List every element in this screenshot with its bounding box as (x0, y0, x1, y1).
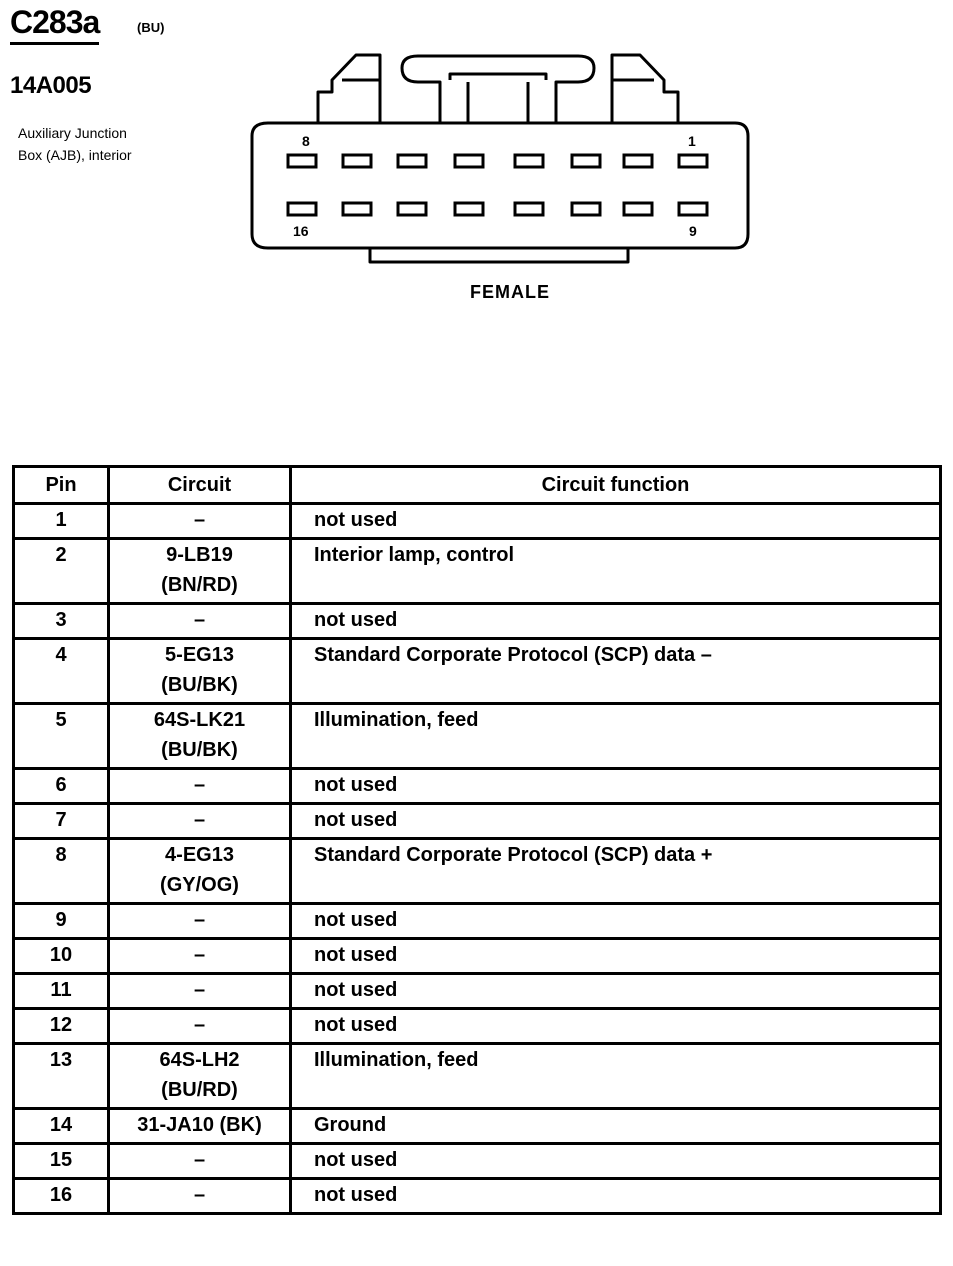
pin-number: 16 (14, 1179, 109, 1214)
circuit-wire-color: (BU/BK) (161, 674, 238, 696)
circuit-id: – (193, 1184, 206, 1206)
pin-number: 7 (14, 804, 109, 839)
pin-number: 5 (14, 704, 109, 769)
lock-tab (450, 74, 546, 80)
table-row (14, 804, 941, 839)
circuit-id: – (193, 1014, 206, 1036)
circuit-cell (109, 639, 291, 704)
circuit-id: 4-EG13 (165, 844, 234, 866)
circuit-cell (109, 769, 291, 804)
pin-number: 6 (14, 769, 109, 804)
pin-number: 1 (14, 504, 109, 539)
circuit-cell (109, 974, 291, 1009)
circuit-id: – (193, 944, 206, 966)
connector-id-title: C283a (10, 4, 99, 45)
connector-face-diagram (0, 0, 953, 320)
circuit-cell (109, 704, 291, 769)
circuit-cell (109, 1009, 291, 1044)
circuit-wire-color: (BU/RD) (161, 1079, 238, 1101)
table-header-row (14, 467, 941, 504)
pin-assignment-table (12, 465, 942, 1215)
circuit-function: not used (291, 1179, 941, 1214)
circuit-function: Illumination, feed (291, 704, 941, 769)
table-row (14, 604, 941, 639)
part-number: 14A005 (10, 72, 92, 99)
table-row (14, 504, 941, 539)
circuit-wire-color: (BU/BK) (161, 739, 238, 761)
circuit-wire-color: (BN/RD) (161, 574, 238, 596)
pin-number: 11 (14, 974, 109, 1009)
table-row (14, 1109, 941, 1144)
circuit-cell (109, 839, 291, 904)
circuit-function: not used (291, 769, 941, 804)
circuit-cell (109, 604, 291, 639)
circuit-cell (109, 1179, 291, 1214)
description-line-2: Box (AJB), interior (18, 147, 132, 163)
table-row (14, 639, 941, 704)
table-row (14, 904, 941, 939)
pin-label-16: 16 (293, 223, 309, 239)
cavity-10 (624, 203, 652, 215)
cavity-15 (343, 203, 371, 215)
circuit-function: not used (291, 1009, 941, 1044)
header-pin: Pin (14, 467, 109, 504)
cavity-1 (679, 155, 707, 167)
cavity-14 (398, 203, 426, 215)
circuit-function: Standard Corporate Protocol (SCP) data + (291, 839, 941, 904)
circuit-function: not used (291, 804, 941, 839)
description-line-1: Auxiliary Junction (18, 125, 127, 141)
connector-color-code: (BU) (137, 20, 165, 35)
pin-number: 15 (14, 1144, 109, 1179)
cavity-16 (288, 203, 316, 215)
circuit-cell (109, 904, 291, 939)
circuit-id: 9-LB19 (166, 544, 233, 566)
circuit-cell (109, 1144, 291, 1179)
table-row (14, 1179, 941, 1214)
circuit-function: not used (291, 939, 941, 974)
circuit-id: – (193, 774, 206, 796)
pin-number: 8 (14, 839, 109, 904)
left-latch (318, 55, 380, 123)
pin-number: 2 (14, 539, 109, 604)
table-row (14, 1044, 941, 1109)
pin-number: 9 (14, 904, 109, 939)
table-row (14, 839, 941, 904)
table-row (14, 1009, 941, 1044)
circuit-cell (109, 1109, 291, 1144)
right-latch (612, 55, 678, 123)
pin-number: 4 (14, 639, 109, 704)
cavity-13 (455, 203, 483, 215)
circuit-id: – (193, 909, 206, 931)
header-circuit: Circuit (109, 467, 291, 504)
circuit-id: – (193, 979, 206, 1001)
circuit-id: – (193, 609, 206, 631)
table-row (14, 1144, 941, 1179)
circuit-cell (109, 539, 291, 604)
table-row (14, 974, 941, 1009)
circuit-function: Interior lamp, control (291, 539, 941, 604)
table-row (14, 769, 941, 804)
header-circuit-function: Circuit function (291, 467, 941, 504)
circuit-function: not used (291, 904, 941, 939)
cavity-9 (679, 203, 707, 215)
circuit-cell (109, 804, 291, 839)
pin-number: 3 (14, 604, 109, 639)
circuit-id: – (193, 1149, 206, 1171)
cavity-12 (515, 203, 543, 215)
pin-label-9: 9 (689, 223, 697, 239)
circuit-function: not used (291, 504, 941, 539)
circuit-function: Ground (291, 1109, 941, 1144)
circuit-function: Standard Corporate Protocol (SCP) data – (291, 639, 941, 704)
circuit-function: not used (291, 1144, 941, 1179)
circuit-id: – (193, 509, 206, 531)
connector-housing (252, 123, 748, 248)
circuit-function: not used (291, 604, 941, 639)
table-row (14, 704, 941, 769)
table-row (14, 939, 941, 974)
circuit-id: 64S-LH2 (159, 1049, 240, 1071)
cavity-2 (624, 155, 652, 167)
cavity-4 (515, 155, 543, 167)
circuit-cell (109, 504, 291, 539)
circuit-id: – (193, 809, 206, 831)
pin-label-8: 8 (302, 133, 310, 149)
pin-number: 13 (14, 1044, 109, 1109)
connector-gender-label: FEMALE (470, 282, 550, 302)
circuit-id: 31-JA10 (BK) (137, 1114, 262, 1136)
cavity-5 (455, 155, 483, 167)
cavity-3 (572, 155, 600, 167)
circuit-function: not used (291, 974, 941, 1009)
pin-number: 12 (14, 1009, 109, 1044)
circuit-cell (109, 1044, 291, 1109)
pin-number: 10 (14, 939, 109, 974)
circuit-cell (109, 939, 291, 974)
cavity-11 (572, 203, 600, 215)
cavity-6 (398, 155, 426, 167)
circuit-id: 64S-LK21 (153, 709, 246, 731)
cavity-7 (343, 155, 371, 167)
cavity-8 (288, 155, 316, 167)
circuit-wire-color: (GY/OG) (160, 874, 239, 896)
locking-arm (402, 56, 594, 123)
pin-number: 14 (14, 1109, 109, 1144)
keyway (370, 248, 628, 262)
table-row (14, 539, 941, 604)
pin-label-1: 1 (688, 133, 696, 149)
circuit-function: Illumination, feed (291, 1044, 941, 1109)
circuit-id: 5-EG13 (165, 644, 234, 666)
